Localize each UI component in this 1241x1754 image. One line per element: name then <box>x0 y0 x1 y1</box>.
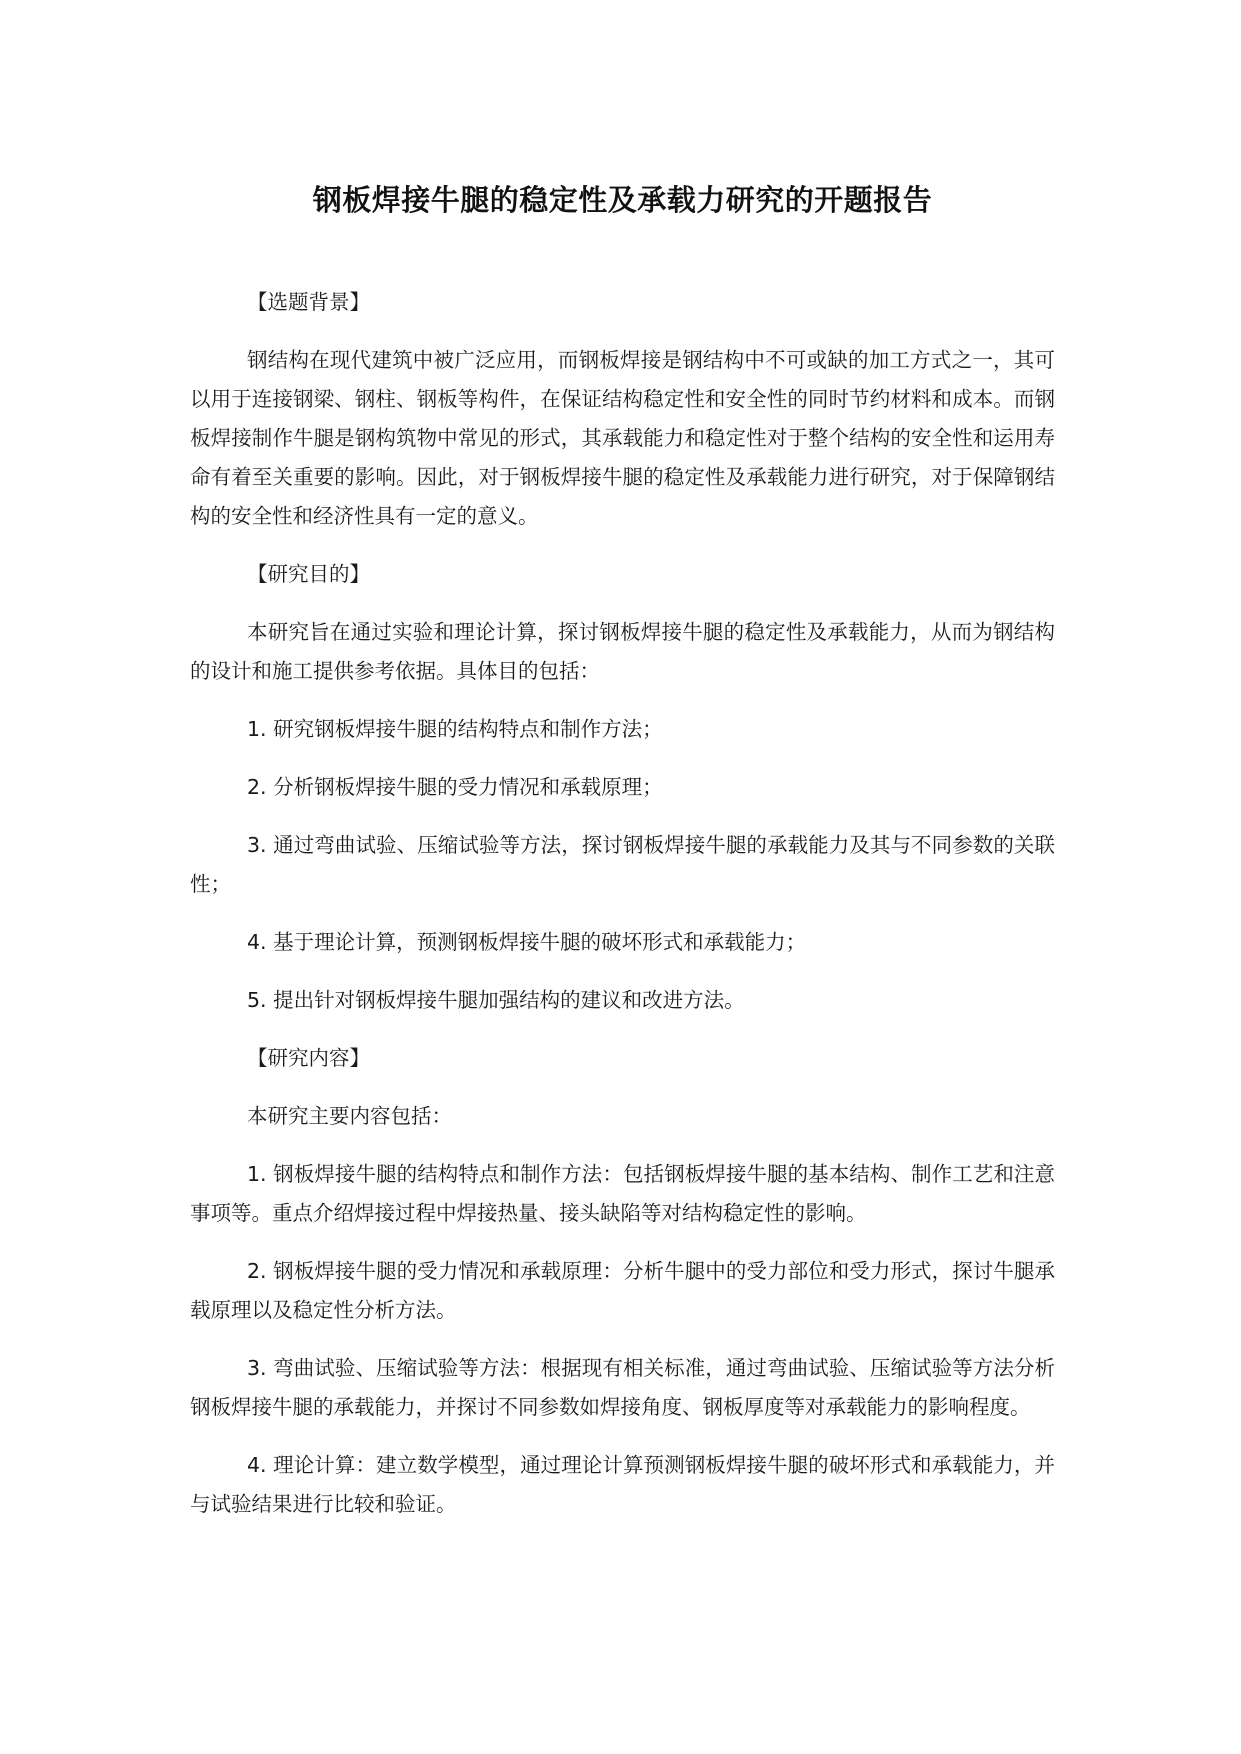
list-item: 4. 基于理论计算，预测钢板焊接牛腿的破坏形式和承载能力； <box>247 930 807 954</box>
paragraph: 本研究主要内容包括： <box>247 1104 452 1128</box>
section-heading-purpose: 【研究目的】 <box>247 562 370 586</box>
paragraph: 钢结构在现代建筑中被广泛应用，而钢板焊接是钢结构中不可或缺的加工方式之一，其可以用于连接钢梁、钢柱、钢板等构件，在保证结构稳定性和安全性的同时节约材料和成本。而钢板焊接制作牛腿是钢构筑物中常见的形式，其承载能力和稳定性对于整个结构的安全性和运用寿命有着至关重要的影响。因此，对于钢板焊接牛腿的稳定性及承载能力进行研究，对于保障钢结构的安全性和经济性具有一定的意义。 <box>190 348 1055 528</box>
list-item: 1. 钢板焊接牛腿的结构特点和制作方法：包括钢板焊接牛腿的基本结构、制作工艺和注意事项等。重点介绍焊接过程中焊接热量、接头缺陷等对结构稳定性的影响。 <box>190 1162 1055 1225</box>
list-item: 1. 研究钢板焊接牛腿的结构特点和制作方法； <box>247 717 663 741</box>
list-item: 4. 理论计算：建立数学模型，通过理论计算预测钢板焊接牛腿的破坏形式和承载能力，并与试验结果进行比较和验证。 <box>190 1453 1055 1516</box>
section-heading-content: 【研究内容】 <box>247 1046 370 1070</box>
paragraph: 本研究旨在通过实验和理论计算，探讨钢板焊接牛腿的稳定性及承载能力，从而为钢结构的设计和施工提供参考依据。具体目的包括： <box>190 620 1055 683</box>
list-item: 3. 通过弯曲试验、压缩试验等方法，探讨钢板焊接牛腿的承载能力及其与不同参数的关联性； <box>190 833 1055 896</box>
list-item: 2. 钢板焊接牛腿的受力情况和承载原理：分析牛腿中的受力部位和受力形式，探讨牛腿承载原理以及稳定性分析方法。 <box>190 1259 1055 1322</box>
section-heading-background: 【选题背景】 <box>247 290 370 314</box>
document-body <box>190 283 1055 1543</box>
list-item: 3. 弯曲试验、压缩试验等方法：根据现有相关标准，通过弯曲试验、压缩试验等方法分析钢板焊接牛腿的承载能力，并探讨不同参数如焊接角度、钢板厚度等对承载能力的影响程度。 <box>190 1356 1055 1419</box>
document-title: 钢板焊接牛腿的稳定性及承载力研究的开题报告 <box>312 183 933 217</box>
list-item: 5. 提出针对钢板焊接牛腿加强结构的建议和改进方法。 <box>247 988 745 1012</box>
list-item: 2. 分析钢板焊接牛腿的受力情况和承载原理； <box>247 775 663 799</box>
